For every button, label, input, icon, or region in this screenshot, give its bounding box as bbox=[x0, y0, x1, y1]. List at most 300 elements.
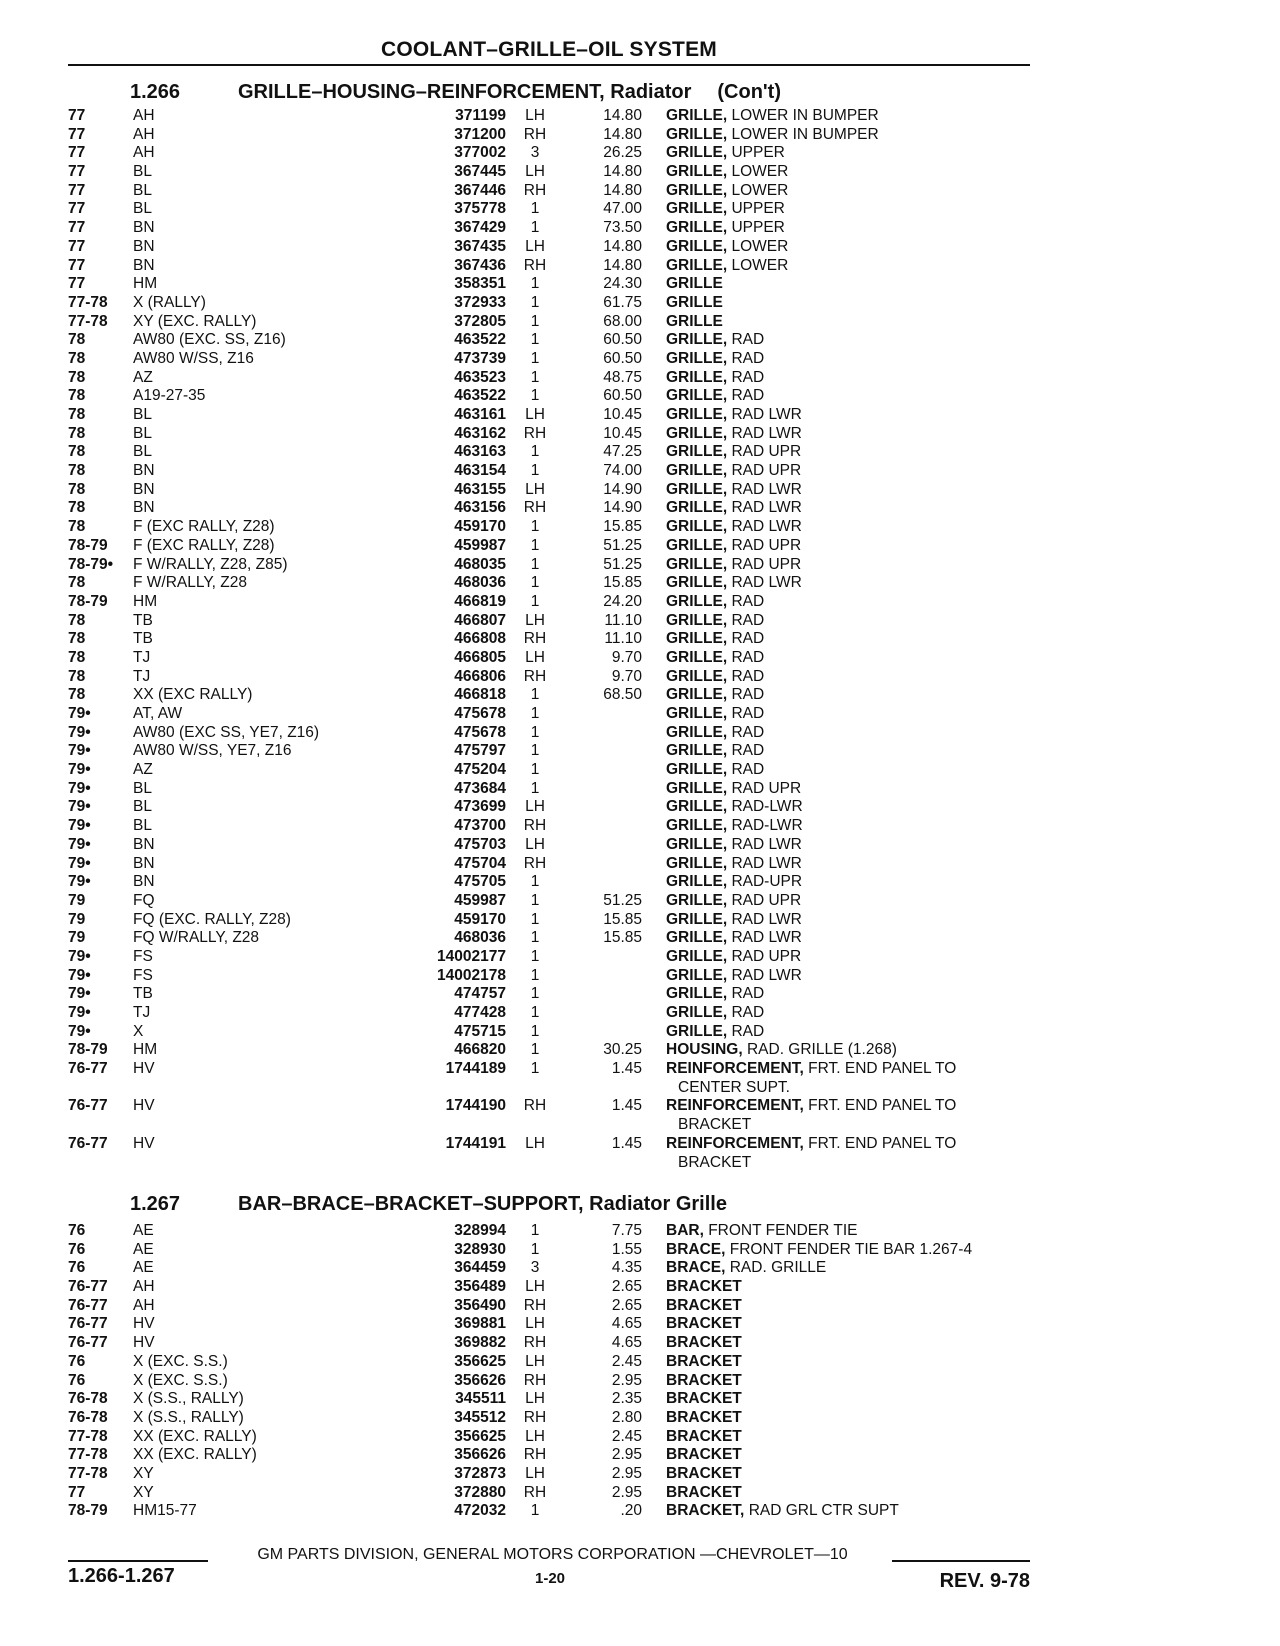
description-detail: RAD UPR bbox=[731, 462, 802, 480]
year-cell: 78 bbox=[68, 368, 86, 386]
model-cell: AZ bbox=[133, 761, 153, 779]
description-term: GRILLE, bbox=[666, 1022, 728, 1040]
table-row bbox=[0, 630, 1280, 649]
description-term: BRACKET bbox=[666, 1371, 742, 1389]
description-cell bbox=[666, 686, 1030, 705]
year-cell: 78-79 bbox=[68, 1041, 108, 1059]
description-term: GRILLE, bbox=[666, 144, 728, 162]
description-term: BRACKET bbox=[666, 1278, 742, 1296]
year-cell: 77 bbox=[68, 144, 86, 162]
footer-section-range: 1.266-1.267 bbox=[68, 1565, 175, 1587]
part-number-cell: 466805 bbox=[454, 648, 506, 666]
year-cell: 78 bbox=[68, 686, 86, 704]
price-cell: 60.50 bbox=[603, 331, 642, 349]
model-cell: X (S.S., RALLY) bbox=[133, 1390, 244, 1408]
model-cell: X (S.S., RALLY) bbox=[133, 1408, 244, 1426]
parts-list-1-267 bbox=[0, 1222, 1280, 1521]
year-cell: 77-78 bbox=[68, 312, 108, 330]
price-cell: 51.25 bbox=[603, 536, 642, 554]
quantity-cell: 1 bbox=[530, 891, 540, 909]
section-title-1-266 bbox=[130, 81, 781, 104]
description-term: REINFORCEMENT, bbox=[666, 1097, 804, 1115]
model-cell: AH bbox=[133, 125, 155, 143]
description-term: GRILLE, bbox=[666, 181, 728, 199]
model-cell: BL bbox=[133, 163, 152, 181]
quantity-cell: LH bbox=[525, 1315, 545, 1333]
table-row bbox=[0, 1060, 1280, 1097]
description-term: REINFORCEMENT, bbox=[666, 1060, 804, 1078]
year-cell: 79 bbox=[68, 929, 86, 947]
quantity-cell: 1 bbox=[530, 779, 540, 797]
year-cell: 78 bbox=[68, 443, 86, 461]
description-term: GRILLE, bbox=[666, 536, 728, 554]
price-cell: 14.80 bbox=[603, 181, 642, 199]
description-cell bbox=[666, 425, 1030, 444]
price-cell: 68.50 bbox=[603, 686, 642, 704]
quantity-cell: 1 bbox=[530, 1060, 540, 1078]
part-number-cell: 371200 bbox=[454, 125, 506, 143]
model-cell: HV bbox=[133, 1334, 155, 1352]
description-detail: LOWER bbox=[731, 163, 789, 181]
model-cell: HM bbox=[133, 592, 158, 610]
description-cell bbox=[666, 1372, 1030, 1391]
model-cell: AE bbox=[133, 1222, 154, 1239]
price-cell: 15.85 bbox=[603, 574, 642, 592]
table-row bbox=[0, 1222, 1280, 1241]
description-cell bbox=[666, 630, 1030, 649]
quantity-cell: LH bbox=[525, 798, 545, 816]
description-term: GRILLE, bbox=[666, 387, 728, 405]
year-cell: 77-78 bbox=[68, 1427, 108, 1445]
price-cell: 14.80 bbox=[603, 107, 642, 124]
part-number-cell: 1744189 bbox=[445, 1060, 506, 1078]
quantity-cell: RH bbox=[523, 1408, 547, 1426]
year-cell: 76-77 bbox=[68, 1315, 108, 1333]
description-cell bbox=[666, 780, 1030, 799]
price-cell: 2.80 bbox=[611, 1408, 642, 1426]
table-row bbox=[0, 724, 1280, 743]
table-row bbox=[0, 780, 1280, 799]
description-detail: UPPER bbox=[731, 219, 785, 237]
part-number-cell: 369882 bbox=[454, 1334, 506, 1352]
table-row bbox=[0, 163, 1280, 182]
description-cell bbox=[666, 892, 1030, 911]
table-row bbox=[0, 144, 1280, 163]
part-number-cell: 463163 bbox=[454, 443, 506, 461]
model-cell: AE bbox=[133, 1240, 154, 1258]
part-number-cell: 463155 bbox=[454, 480, 506, 498]
part-number-cell: 372880 bbox=[454, 1483, 506, 1501]
quantity-cell: LH bbox=[525, 1134, 545, 1152]
description-cell bbox=[666, 387, 1030, 406]
model-cell: AW80 W/SS, YE7, Z16 bbox=[133, 742, 292, 760]
description-cell bbox=[666, 967, 1030, 986]
description-term: GRILLE, bbox=[666, 705, 728, 722]
price-cell: 4.65 bbox=[611, 1334, 642, 1352]
header-rule bbox=[68, 64, 1030, 66]
footer-revision: REV. 9-78 bbox=[939, 1570, 1030, 1592]
price-cell: 30.25 bbox=[603, 1041, 642, 1059]
description-detail: RAD LWR bbox=[731, 929, 802, 947]
price-cell: 2.95 bbox=[611, 1483, 642, 1501]
table-row bbox=[0, 1315, 1280, 1334]
table-row bbox=[0, 481, 1280, 500]
part-number-cell: 367429 bbox=[454, 219, 506, 237]
footer-rule-right bbox=[892, 1560, 1030, 1562]
description-detail: RAD UPR bbox=[731, 536, 802, 554]
description-cell bbox=[666, 462, 1030, 481]
quantity-cell: RH bbox=[523, 1371, 547, 1389]
part-number-cell: 474757 bbox=[454, 985, 506, 1003]
price-cell: 7.75 bbox=[611, 1222, 642, 1239]
description-term: GRILLE, bbox=[666, 331, 728, 349]
quantity-cell: RH bbox=[523, 125, 547, 143]
description-term: BRACE, bbox=[666, 1240, 726, 1258]
table-row bbox=[0, 350, 1280, 369]
description-cell bbox=[666, 1041, 1030, 1060]
section-number: 1.267 bbox=[130, 1193, 181, 1215]
description-term: GRILLE bbox=[666, 312, 723, 330]
part-number-cell: 345511 bbox=[455, 1390, 506, 1408]
description-detail: RAD bbox=[731, 331, 765, 349]
description-cell bbox=[666, 200, 1030, 219]
table-row bbox=[0, 1372, 1280, 1391]
description-cell bbox=[666, 855, 1030, 874]
table-row bbox=[0, 1097, 1280, 1134]
description-detail: RAD bbox=[731, 648, 765, 666]
part-number-cell: 369881 bbox=[454, 1315, 506, 1333]
table-row bbox=[0, 1278, 1280, 1297]
model-cell: TJ bbox=[133, 667, 151, 685]
quantity-cell: LH bbox=[525, 406, 545, 423]
quantity-cell: 1 bbox=[530, 947, 540, 965]
description-cell bbox=[666, 219, 1030, 238]
price-cell: 15.85 bbox=[603, 910, 642, 928]
price-cell: 2.95 bbox=[611, 1446, 642, 1464]
part-number-cell: 463523 bbox=[454, 368, 506, 386]
table-row bbox=[0, 537, 1280, 556]
part-number-cell: 473739 bbox=[454, 349, 506, 367]
description-term: BRACKET bbox=[666, 1296, 742, 1314]
year-cell: 78 bbox=[68, 648, 86, 666]
description-cell bbox=[666, 238, 1030, 257]
quantity-cell: RH bbox=[523, 1446, 547, 1464]
price-cell: 1.45 bbox=[611, 1097, 642, 1115]
part-number-cell: 475703 bbox=[454, 835, 506, 853]
year-cell: 79• bbox=[68, 723, 91, 741]
table-row bbox=[0, 761, 1280, 780]
model-cell: TB bbox=[133, 985, 153, 1003]
quantity-cell: LH bbox=[525, 1427, 545, 1445]
table-row bbox=[0, 126, 1280, 145]
description-term: GRILLE, bbox=[666, 518, 728, 536]
year-cell: 78 bbox=[68, 349, 86, 367]
description-cell bbox=[666, 1502, 1030, 1521]
table-row bbox=[0, 294, 1280, 313]
table-row bbox=[0, 873, 1280, 892]
price-cell: 4.65 bbox=[611, 1315, 642, 1333]
description-detail: RAD LWR bbox=[731, 574, 802, 592]
description-detail: LOWER bbox=[731, 181, 789, 199]
description-cell bbox=[666, 911, 1030, 930]
model-cell: X (EXC. S.S.) bbox=[133, 1371, 228, 1389]
description-detail: LOWER bbox=[731, 256, 789, 274]
quantity-cell: 1 bbox=[530, 275, 540, 293]
part-number-cell: 466806 bbox=[454, 667, 506, 685]
part-number-cell: 468036 bbox=[454, 574, 506, 592]
description-detail: RAD-UPR bbox=[731, 873, 803, 891]
part-number-cell: 14002178 bbox=[437, 966, 506, 984]
quantity-cell: 1 bbox=[530, 1022, 540, 1040]
model-cell: BL bbox=[133, 443, 152, 461]
description-detail: RAD. GRILLE (1.268) bbox=[746, 1041, 897, 1059]
part-number-cell: 345512 bbox=[454, 1408, 506, 1426]
description-term: GRILLE, bbox=[666, 237, 728, 255]
description-term: BAR, bbox=[666, 1222, 704, 1239]
description-term: GRILLE, bbox=[666, 835, 728, 853]
description-detail: RAD bbox=[731, 611, 765, 629]
model-cell: BN bbox=[133, 499, 155, 517]
part-number-cell: 356625 bbox=[454, 1352, 506, 1370]
description-cell bbox=[666, 1241, 1030, 1260]
price-cell: 2.95 bbox=[611, 1464, 642, 1482]
description-cell bbox=[666, 257, 1030, 276]
year-cell: 79• bbox=[68, 835, 91, 853]
model-cell: BN bbox=[133, 854, 155, 872]
description-term: GRILLE bbox=[666, 293, 723, 311]
table-row bbox=[0, 499, 1280, 518]
description-cell bbox=[666, 929, 1030, 948]
quantity-cell: 1 bbox=[530, 742, 540, 760]
quantity-cell: 1 bbox=[530, 536, 540, 554]
description-term: GRILLE, bbox=[666, 723, 728, 741]
price-cell: .20 bbox=[620, 1502, 642, 1520]
quantity-cell: 1 bbox=[530, 462, 540, 480]
model-cell: AT, AW bbox=[133, 705, 183, 722]
description-detail: LOWER IN BUMPER bbox=[731, 125, 879, 143]
description-term: GRILLE, bbox=[666, 163, 728, 181]
quantity-cell: LH bbox=[525, 163, 545, 181]
year-cell: 76 bbox=[68, 1240, 86, 1258]
model-cell: BN bbox=[133, 462, 155, 480]
model-cell: BL bbox=[133, 406, 152, 423]
table-row bbox=[0, 1259, 1280, 1278]
description-term: BRACKET bbox=[666, 1352, 742, 1370]
model-cell: FS bbox=[133, 966, 153, 984]
table-row bbox=[0, 798, 1280, 817]
description-cell bbox=[666, 144, 1030, 163]
description-term: BRACKET bbox=[666, 1464, 742, 1482]
description-detail: RAD bbox=[731, 592, 765, 610]
description-cell bbox=[666, 481, 1030, 500]
price-cell: 60.50 bbox=[603, 349, 642, 367]
part-number-cell: 466818 bbox=[454, 686, 506, 704]
year-cell: 79• bbox=[68, 1022, 91, 1040]
description-detail: LOWER IN BUMPER bbox=[731, 107, 879, 124]
part-number-cell: 328930 bbox=[454, 1240, 506, 1258]
model-cell: FS bbox=[133, 947, 153, 965]
quantity-cell: 1 bbox=[530, 1222, 540, 1239]
year-cell: 79• bbox=[68, 1004, 91, 1021]
model-cell: BL bbox=[133, 798, 152, 816]
price-cell: 26.25 bbox=[603, 144, 642, 162]
quantity-cell: 1 bbox=[530, 873, 540, 891]
model-cell: BL bbox=[133, 779, 152, 797]
quantity-cell: 1 bbox=[530, 1240, 540, 1258]
table-row bbox=[0, 817, 1280, 836]
part-number-cell: 475678 bbox=[454, 723, 506, 741]
year-cell: 79 bbox=[68, 910, 86, 928]
description-cell bbox=[666, 182, 1030, 201]
part-number-cell: 475797 bbox=[454, 742, 506, 760]
part-number-cell: 463522 bbox=[454, 331, 506, 349]
quantity-cell: RH bbox=[523, 1483, 547, 1501]
part-number-cell: 459987 bbox=[454, 536, 506, 554]
section-number: 1.266 bbox=[130, 81, 181, 103]
table-row bbox=[0, 1241, 1280, 1260]
model-cell: F (EXC RALLY, Z28) bbox=[133, 536, 275, 554]
year-cell: 76-77 bbox=[68, 1334, 108, 1352]
description-detail: RAD UPR bbox=[731, 779, 802, 797]
description-term: GRILLE, bbox=[666, 406, 728, 423]
part-number-cell: 377002 bbox=[454, 144, 506, 162]
description-detail: FRT. END PANEL TO bbox=[808, 1060, 957, 1078]
quantity-cell: LH bbox=[525, 107, 545, 124]
part-number-cell: 356625 bbox=[454, 1427, 506, 1445]
quantity-cell: LH bbox=[525, 480, 545, 498]
description-term: GRILLE, bbox=[666, 592, 728, 610]
model-cell: BN bbox=[133, 480, 155, 498]
description-cell bbox=[666, 1259, 1030, 1278]
description-cell bbox=[666, 1278, 1030, 1297]
quantity-cell: 1 bbox=[530, 349, 540, 367]
model-cell: X (RALLY) bbox=[133, 293, 206, 311]
description-cell bbox=[666, 406, 1030, 425]
description-detail: RAD UPR bbox=[731, 443, 802, 461]
description-detail: RAD LWR bbox=[731, 518, 802, 536]
table-row bbox=[0, 1484, 1280, 1503]
year-cell: 79• bbox=[68, 761, 91, 779]
description-detail: UPPER bbox=[731, 144, 785, 162]
quantity-cell: LH bbox=[525, 1352, 545, 1370]
part-number-cell: 367446 bbox=[454, 181, 506, 199]
part-number-cell: 367435 bbox=[454, 237, 506, 255]
year-cell: 79• bbox=[68, 742, 91, 760]
quantity-cell: 1 bbox=[530, 555, 540, 573]
year-cell: 76 bbox=[68, 1259, 86, 1277]
part-number-cell: 459170 bbox=[454, 518, 506, 536]
year-cell: 79• bbox=[68, 873, 91, 891]
model-cell: AH bbox=[133, 107, 155, 124]
quantity-cell: 1 bbox=[530, 443, 540, 461]
table-row bbox=[0, 387, 1280, 406]
table-row bbox=[0, 518, 1280, 537]
year-cell: 78 bbox=[68, 387, 86, 405]
table-row bbox=[0, 1465, 1280, 1484]
quantity-cell: 3 bbox=[530, 144, 540, 162]
model-cell: F W/RALLY, Z28 bbox=[133, 574, 247, 592]
quantity-cell: 1 bbox=[530, 966, 540, 984]
table-row bbox=[0, 1409, 1280, 1428]
description-detail: FRT. END PANEL TO bbox=[808, 1097, 957, 1115]
year-cell: 78 bbox=[68, 574, 86, 592]
model-cell: AH bbox=[133, 1278, 155, 1296]
year-cell: 78 bbox=[68, 480, 86, 498]
year-cell: 78-79 bbox=[68, 1502, 108, 1520]
description-cell bbox=[666, 294, 1030, 313]
footer-page-number: 1-20 bbox=[534, 1570, 566, 1587]
year-cell: 78 bbox=[68, 331, 86, 349]
price-cell: 14.80 bbox=[603, 237, 642, 255]
model-cell: BN bbox=[133, 219, 155, 237]
description-detail: RAD LWR bbox=[731, 854, 802, 872]
description-term: GRILLE, bbox=[666, 947, 728, 965]
description-detail: RAD bbox=[731, 368, 765, 386]
description-term: BRACKET bbox=[666, 1408, 742, 1426]
quantity-cell: RH bbox=[523, 854, 547, 872]
quantity-cell: 1 bbox=[530, 686, 540, 704]
part-number-cell: 475704 bbox=[454, 854, 506, 872]
price-cell: 47.25 bbox=[603, 443, 642, 461]
description-term: GRILLE, bbox=[666, 424, 728, 442]
description-term: GRILLE, bbox=[666, 1004, 728, 1021]
description-cell bbox=[666, 1353, 1030, 1372]
model-cell: HV bbox=[133, 1060, 155, 1078]
part-number-cell: 372805 bbox=[454, 312, 506, 330]
year-cell: 77 bbox=[68, 163, 86, 181]
year-cell: 79• bbox=[68, 947, 91, 965]
model-cell: BL bbox=[133, 424, 152, 442]
description-term: GRILLE, bbox=[666, 985, 728, 1003]
year-cell: 77 bbox=[68, 237, 86, 255]
price-cell: 68.00 bbox=[603, 312, 642, 330]
description-detail: RAD. GRILLE bbox=[729, 1259, 827, 1277]
year-cell: 78 bbox=[68, 518, 86, 536]
description-cell bbox=[666, 761, 1030, 780]
description-detail: RAD LWR bbox=[731, 835, 802, 853]
quantity-cell: LH bbox=[525, 611, 545, 629]
description-term: GRILLE, bbox=[666, 779, 728, 797]
description-cell bbox=[666, 985, 1030, 1004]
year-cell: 79• bbox=[68, 817, 91, 835]
description-term: BRACKET, bbox=[666, 1502, 745, 1520]
description-term: GRILLE, bbox=[666, 910, 728, 928]
price-cell: 14.80 bbox=[603, 125, 642, 143]
description-detail: RAD bbox=[731, 630, 765, 648]
part-number-cell: 372933 bbox=[454, 293, 506, 311]
year-cell: 76-78 bbox=[68, 1390, 108, 1408]
price-cell: 61.75 bbox=[603, 293, 642, 311]
description-term: GRILLE, bbox=[666, 667, 728, 685]
description-cell bbox=[666, 443, 1030, 462]
year-cell: 77 bbox=[68, 181, 86, 199]
part-number-cell: 1744190 bbox=[445, 1097, 506, 1115]
description-term: BRACKET bbox=[666, 1334, 742, 1352]
description-term: GRILLE, bbox=[666, 368, 728, 386]
year-cell: 78 bbox=[68, 630, 86, 648]
footer-publisher: GM PARTS DIVISION, GENERAL MOTORS CORPORATION —CHEVROLET—10 bbox=[257, 1546, 848, 1563]
description-detail: RAD bbox=[731, 387, 765, 405]
year-cell: 76 bbox=[68, 1371, 86, 1389]
part-number-cell: 463162 bbox=[454, 424, 506, 442]
table-row bbox=[0, 668, 1280, 687]
price-cell: 11.10 bbox=[604, 611, 642, 629]
model-cell: BN bbox=[133, 835, 155, 853]
price-cell: 51.25 bbox=[603, 555, 642, 573]
description-term: GRILLE, bbox=[666, 742, 728, 760]
year-cell: 79• bbox=[68, 779, 91, 797]
quantity-cell: RH bbox=[523, 630, 547, 648]
